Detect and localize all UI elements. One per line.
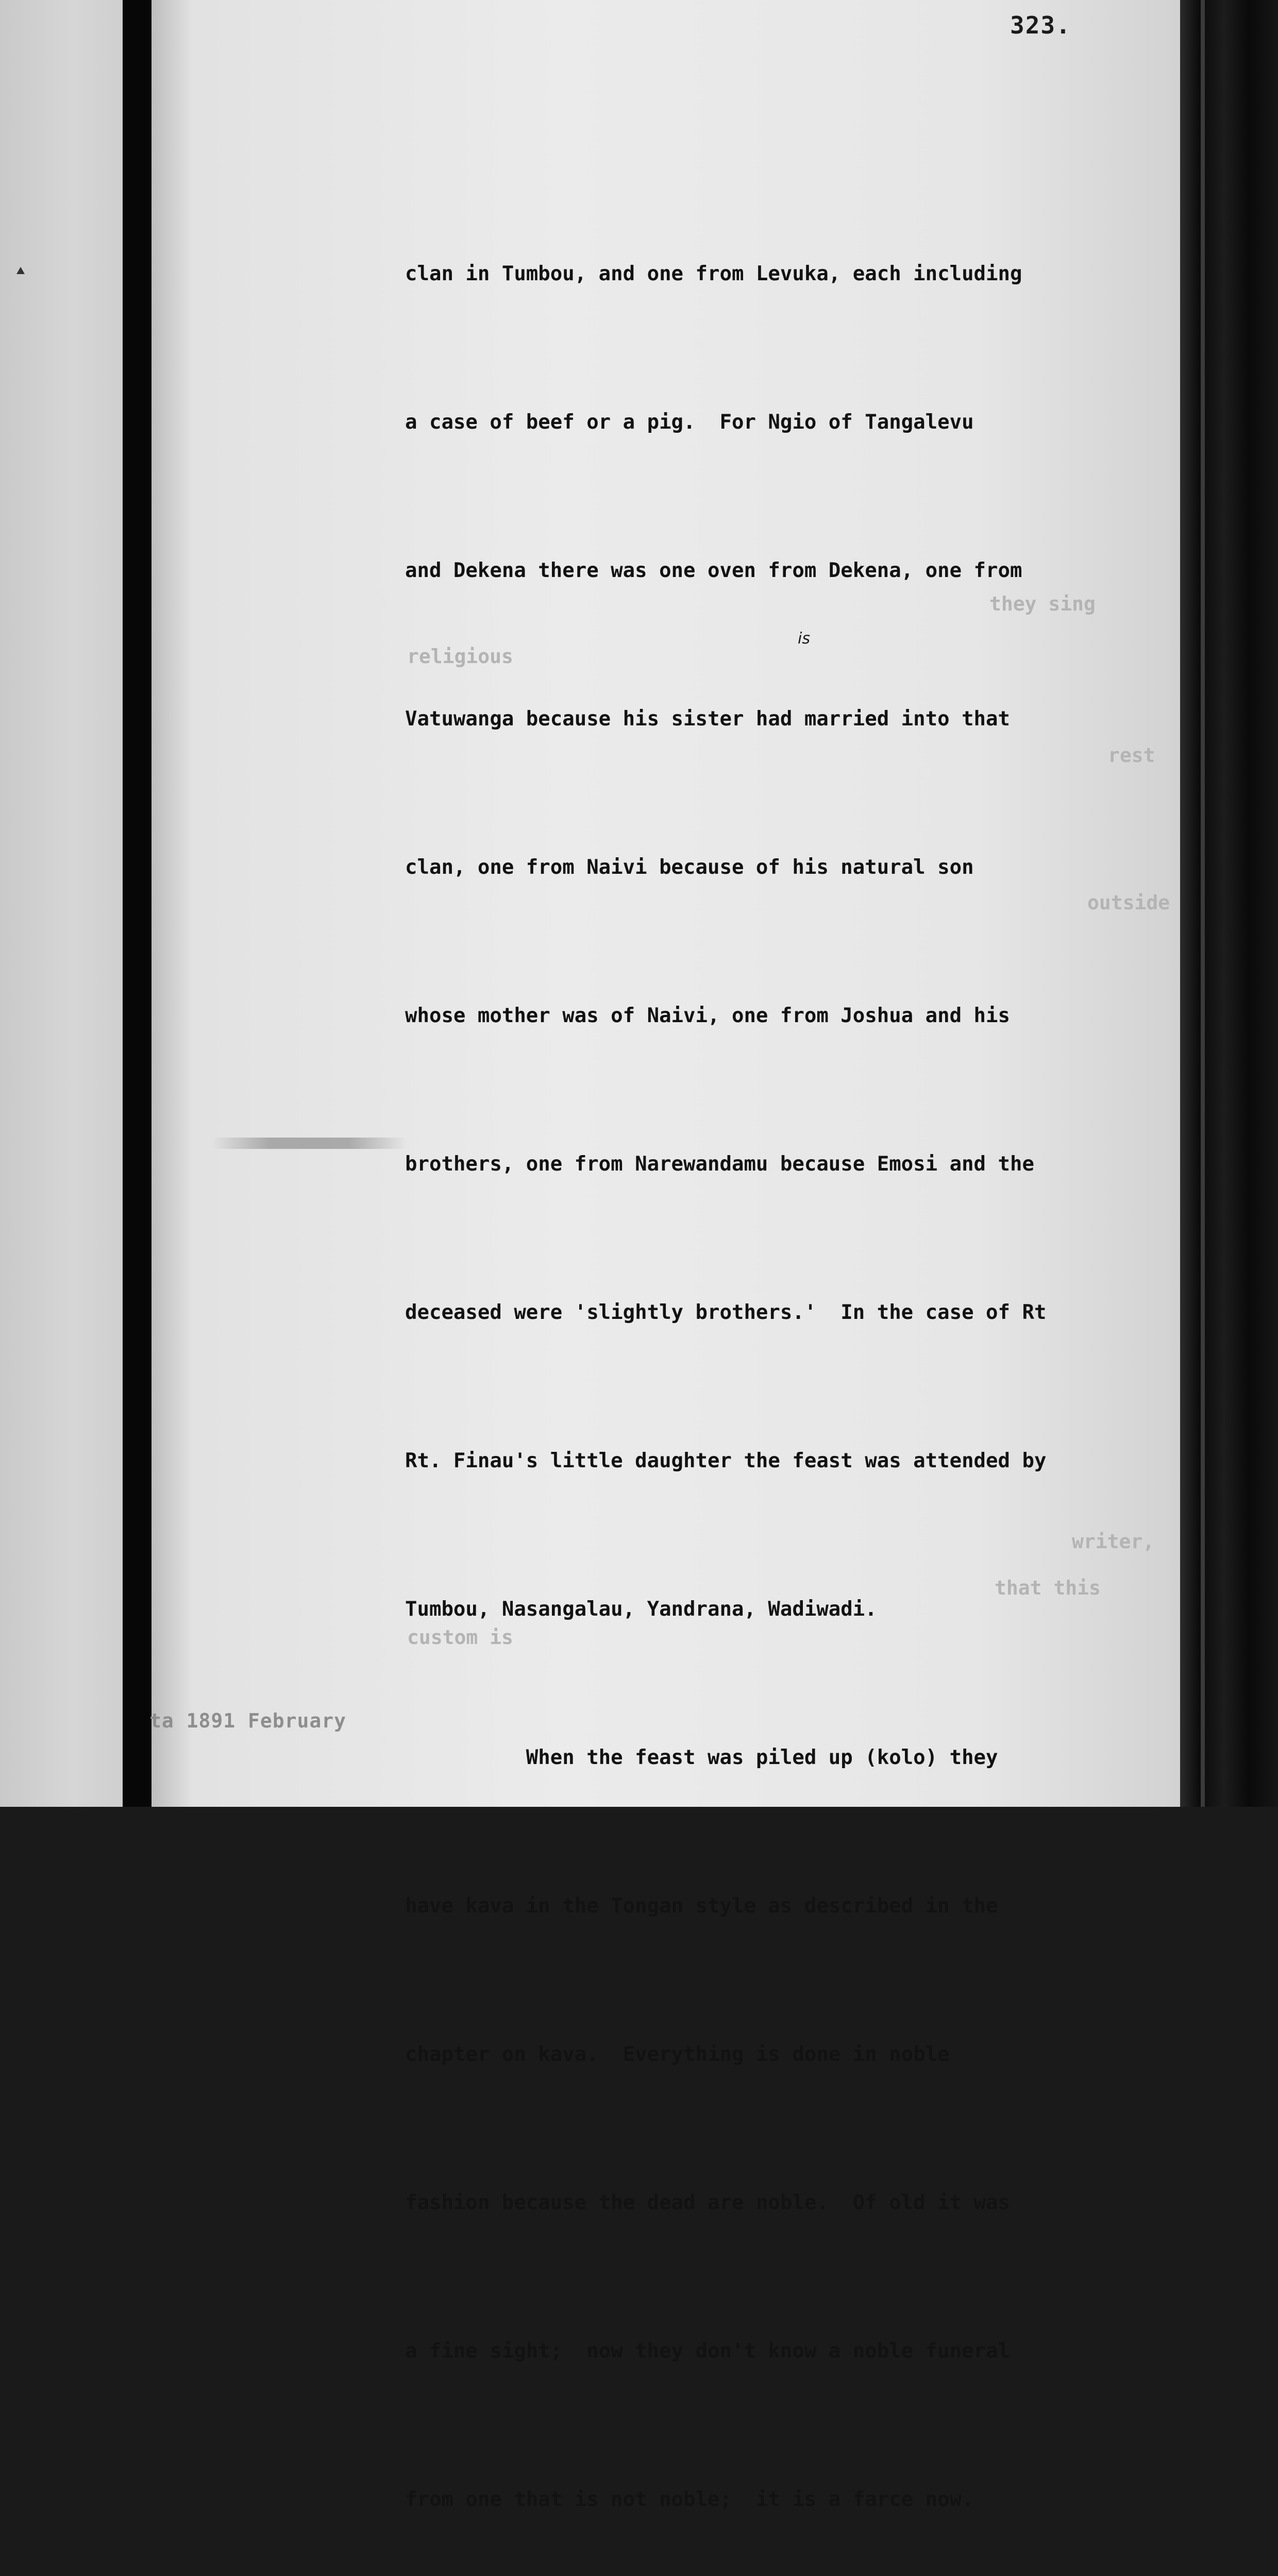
margin-mark	[16, 267, 25, 274]
text-line: clan, one from Naivi because of his natural son	[405, 856, 974, 879]
text-line: deceased were 'slightly brothers.' In the case of Rt	[405, 1301, 1047, 1324]
page-number: 323.	[1010, 11, 1071, 39]
bleed-through-text: custom is	[407, 1626, 513, 1649]
text-line: Tumbou, Nasangalau, Yandrana, Wadiwadi.	[405, 1598, 877, 1621]
text-line: Rt. Finau's little daughter the feast was attended by	[405, 1449, 1047, 1472]
margin-note: ta 1891 February	[149, 1709, 347, 1732]
text-line: brothers, one from Narewandamu because Emosi and the	[405, 1153, 1034, 1176]
text-line: have kava in the Tongan style as described in the	[405, 1894, 998, 1918]
text-line: clan in Tumbou, and one from Levuka, each including	[405, 262, 1022, 285]
ink-smudge	[211, 1138, 407, 1149]
bleed-through-text: religious	[407, 645, 513, 668]
bleed-through-text: writer,	[1072, 1530, 1155, 1553]
text-line: a case of beef or a pig. For Ngio of Tangalevu	[405, 411, 974, 434]
text-line: whose mother was of Naivi, one from Joshua and his	[405, 1004, 1010, 1027]
book-edge-line	[1201, 0, 1205, 1807]
bleed-through-text: outside	[1087, 891, 1170, 914]
text-line: from one that is not noble; it is a farce now.	[405, 2488, 974, 2511]
text-line: a fine sight; now they don't know a noble funeral	[405, 2340, 1010, 2363]
bleed-through-text: they sing	[989, 592, 1096, 615]
text-line: fashion because the dead are noble. Of old it was	[405, 2191, 1010, 2214]
bleed-through-text: rest	[1108, 744, 1155, 767]
bleed-through-text: that this	[995, 1577, 1101, 1599]
handwritten-correction: is	[798, 630, 810, 648]
typescript-body	[405, 150, 1178, 2576]
text-line: and Dekena there was one oven from Dekena, one from	[405, 559, 1022, 582]
book-edge	[1180, 0, 1278, 1807]
binding-shadow	[123, 0, 152, 1807]
text-line: Vatuwanga because his sister had married into that	[405, 707, 1010, 731]
text-line: When the feast was piled up (kolo) they	[405, 1746, 998, 1769]
text-line: chapter on kava. Everything is done in noble	[405, 2043, 950, 2066]
